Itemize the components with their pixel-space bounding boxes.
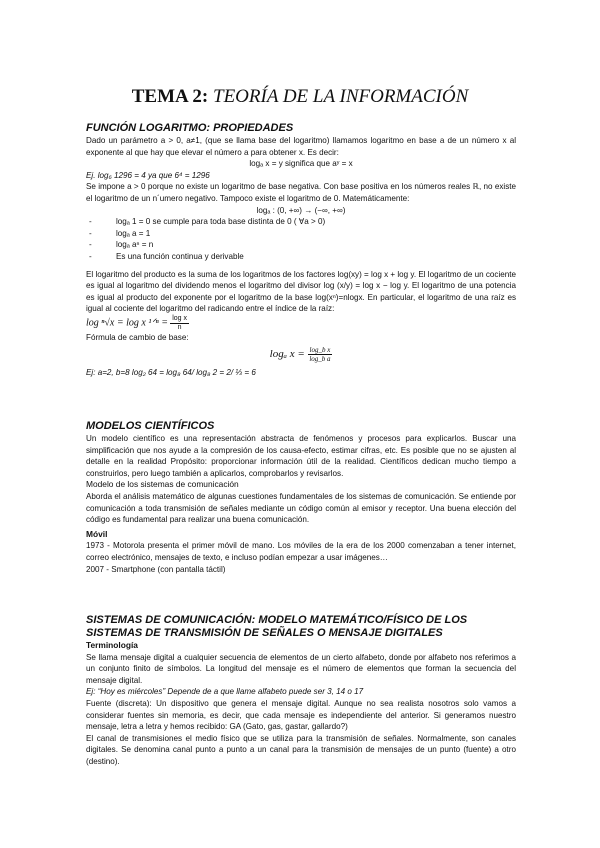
paragraph: Aborda el análisis matemático de algunas cuestiones fundamentales de los sistemas de comunicación. Se entiende por comunicación a toda transmisión de señales mediante un código común al emisor y receptor. Una buena elección del código es fundamental para realizar una buena comunicación. <box>86 491 516 525</box>
paragraph: Se impone a > 0 porque no existe un logaritmo de base negativa. Con base positiva en los números reales ℝ, no existe el logaritmo de un n´umero negativo. Tampoco existe el logaritmo de 0. Matemáticamente: <box>86 182 516 203</box>
paragraph: 1973 - Motorola presenta el primer móvil de mano. Los móviles de la era de los 2000 comenzaban a tener internet, correo electrónico, mensajes de texto, e incluso podían empezar a usar imágenes… <box>86 541 516 562</box>
section-heading: MODELOS CIENTÍFICOS <box>86 420 215 432</box>
section-heading: SISTEMAS DE COMUNICACIÓN: MODELO MATEMÁTICO/FÍSICO DE LOS SISTEMAS DE TRANSMISIÓN DE SEÑALES O MENSAJE DIGITALES <box>86 614 468 639</box>
paragraph: Dado un parámetro a > 0, a≠1, (que se llama base del logaritmo) llamamos logaritmo en base a de un número x al exponente al que hay que elevar el número a para obtener x. Es decir: <box>86 136 516 157</box>
root-formula-line <box>86 315 516 332</box>
change-base-fraction: $\frac{\text{log\_b x}}{\text{log\_b a}}$ <box>309 345 331 363</box>
list-item: - logₐ aⁿ = n <box>86 239 516 251</box>
section-sistemas <box>86 614 516 768</box>
list-item: - logₐ 1 = 0 se cumple para toda base distinta de 0 ( ∀a > 0) <box>86 216 516 228</box>
subheading: Modelo de los sistemas de comunicación <box>86 479 239 490</box>
domain-formula: logₐ : (0, +∞) → (−∞, +∞) <box>256 205 346 215</box>
title-bold: TEMA 2: <box>131 86 209 107</box>
change-base-label: Fórmula de cambio de base: <box>86 332 189 342</box>
example: Ej. log₆ 1296 = 4 ya que 6⁴ = 1296 <box>86 170 210 180</box>
list-item: - logₐ a = 1 <box>86 228 516 240</box>
root-fraction: $\frac{\text{log x}}{n}$ <box>172 314 187 331</box>
example: Ej: “Hoy es miércoles” Depende de a que llame alfabeto puede ser 3, 14 o 17 <box>86 687 364 697</box>
list-item: - Es una función continua y derivable <box>86 251 516 263</box>
paragraph: El logaritmo del producto es la suma de los logaritmos de los factores log(xy) = log x + log y. El logaritmo de un cociente es igual al logaritmo del dividendo menos el logaritmo del divisor log (x/y) = log x − log y. El logaritmo de una potencia es igual al producto del exponente por el logaritmo de la base log(xⁿ)=nlogx. En particular, el logaritmo de una raíz es igual al cociente del logaritmo del radicando entre el índice de la raíz: <box>86 269 516 314</box>
subheading: Móvil <box>86 528 108 539</box>
definition: logₐ x = y significa que aʸ = x <box>249 159 353 169</box>
paragraph: El canal de transmisiones el medio físico que se utiliza para la transmisión de señales. Normalmente, son canales digitales. Se denomina canal punto a punto a un canal para la transmisión de mensajes de un punto (fuente) a otro (destino). <box>86 733 516 766</box>
paragraph: Fuente (discreta): Un dispositivo que genera el mensaje digital. Aunque no sea realista nosotros solo vamos a considerar fuentes sin memoria, es decir, que cada mensaje es independiente del anterior. Si generamos nuestro mensaje, letra a letra y hemos recibido: GA (Gato, gas, gastar, gallardo?) <box>86 698 516 732</box>
subheading: Terminología <box>86 640 138 650</box>
paragraph: 2007 - Smartphone (con pantalla táctil) <box>86 564 226 574</box>
change-base-formula: logₐ x = $\frac{\text{log\_b x}}{\text{log\_b a}}$ <box>269 345 331 363</box>
section-heading: FUNCIÓN LOGARITMO: PROPIEDADES <box>86 122 294 134</box>
paragraph: Se llama mensaje digital a cualquier secuencia de elementos de un cierto alfabeto, donde por alfabeto nos referimos a un conjunto finito de símbolos. La longitud del mensaje es el número de elementos que forman la secuencia del mensaje digital. <box>86 652 516 685</box>
title-italic: TEORÍA DE LA INFORMACIÓN <box>208 86 469 107</box>
example: Ej: a=2, b=8 log₂ 64 = log₈ 64/ log₈ 2 = 2/ ⅓ = 6 <box>86 367 256 377</box>
page-title <box>0 86 600 108</box>
section-modelos <box>86 420 516 575</box>
paragraph: Un modelo científico es una representación abstracta de fenómenos y procesos para explicarlos. Buscar una simplificación que nos ayude a la compresión de los causa-efecto, estimar cifras, etc. Es posible que no se ajusten al detalle en la realidad Propósito: proporcionar información útil de la realidad. Científicos dedican mucho tiempo a construirlos, pero luego también a aplicarlos, comprobarlos y revisarlos. <box>86 434 516 478</box>
properties-list <box>86 216 516 262</box>
root-formula: log ⁿ√x = log x ¹ᐟⁿ = <box>86 317 168 329</box>
section-logaritmo <box>86 122 516 378</box>
